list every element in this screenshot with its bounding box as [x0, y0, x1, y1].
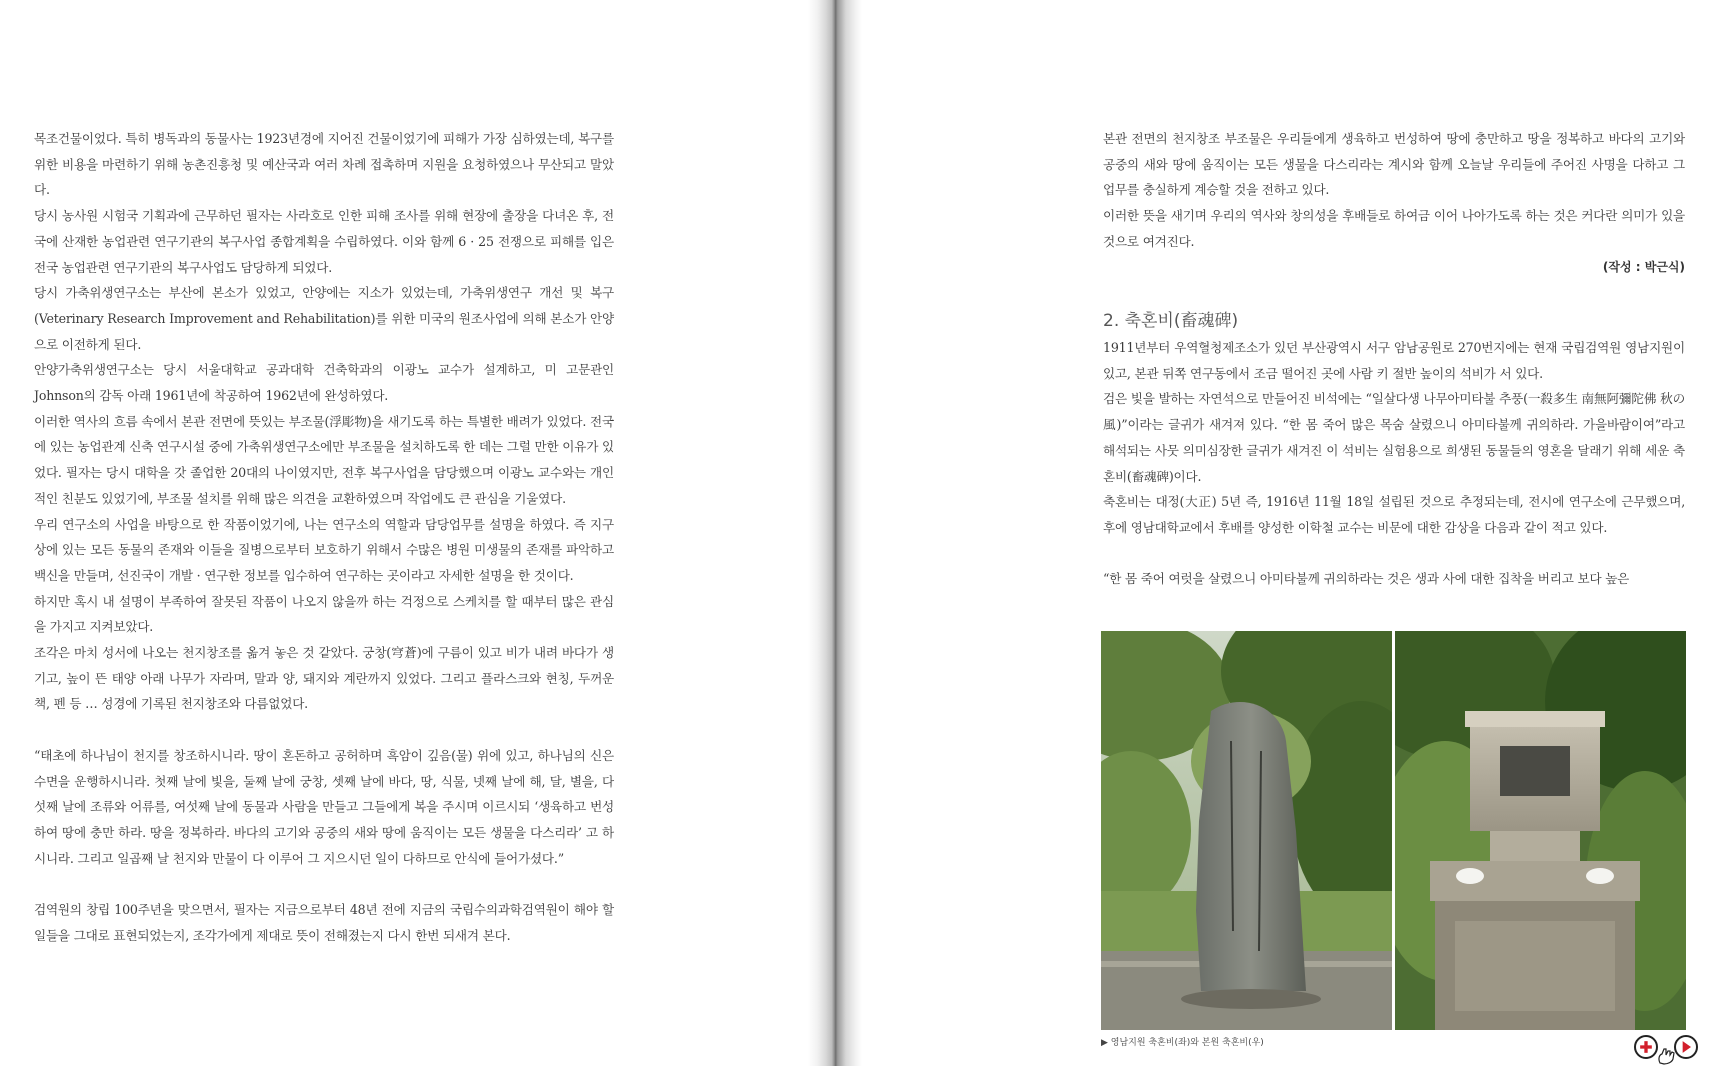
paragraph: 검역원의 창립 100주년을 맞으면서, 필자는 지금으로부터 48년 전에 지금의 국립수의과학검역원이 해야 할 일들을 그대로 표현되었는지, 조각가에게 제대로 뜻이 전해졌는지 다시 한번 되새겨 본다. [34, 902, 614, 943]
paragraph: 검은 빛을 발하는 자연석으로 만들어진 비석에는 “일살다생 나무아미타불 추풍(一殺多生 南無阿彌陀佛 秋の風)”이라는 글귀가 새겨져 있다. “한 몸 죽어 많은 목숨 살렸으니 아미타불께 귀의하라. 가을바람이여”라고 해석되는 사뭇 의미심장한 글귀가 새겨진 이 석비는 실험용으로 희생된 동물들의 영혼을 달래기 위해 세운 축혼비(畜魂碑)이다. [1103, 391, 1685, 484]
blank-line [1103, 541, 1685, 567]
paragraph: 축혼비는 대정(大正) 5년 즉, 1916년 11월 18일 설립된 것으로 추정되는데, 전시에 연구소에 근무했으며, 후에 영남대학교에서 후배를 양성한 이학철 교수는 비문에 대한 감상을 다음과 같이 적고 있다. [1103, 494, 1685, 535]
photo-headquarters-memorial-stone [1395, 631, 1686, 1030]
paragraph: 본관 전면의 천지창조 부조물은 우리들에게 생육하고 번성하여 땅에 충만하고 땅을 정복하고 바다의 고기와 공중의 새와 땅에 움직이는 모든 생물을 다스리라는 계시와 함께 오늘날 우리들에 주어진 사명을 다하고 그 업무를 충실하게 계승할 것을 전하고 있다. [1103, 131, 1685, 198]
viewer-nav-controls [1630, 1033, 1710, 1066]
paragraph: 이러한 뜻을 새기며 우리의 역사와 창의성을 후배들로 하여금 이어 나아가도록 하는 것은 커다란 의미가 있을 것으로 여겨진다. [1103, 208, 1685, 249]
zoom-in-icon [1636, 1037, 1656, 1057]
paragraph: 우리 연구소의 사업을 바탕으로 한 작품이었기에, 나는 연구소의 역할과 담당업무를 설명을 하였다. 즉 지구상에 있는 모든 동물의 존재와 이들을 질병으로부터 보호하기 위해서 수많은 병원 미생물의 존재를 파악하고 백신을 만들며, 선진국이 개발 · 연구한 정보를 입수하여 연구하는 곳이라고 자세한 설명을 한 것이다. [34, 516, 614, 583]
paragraph: 목조건물이었다. 특히 병독과의 동물사는 1923년경에 지어진 건물이었기에 피해가 가장 심하였는데, 복구를 위한 비용을 마련하기 위해 농촌진흥청 및 예산국과 여러 차례 접촉하며 지원을 요청하였으나 무산되고 말았다. [34, 131, 614, 198]
paragraph: 당시 가축위생연구소는 부산에 본소가 있었고, 안양에는 지소가 있었는데, 가축위생연구 개선 및 복구(Veterinary Research Improvement and Rehabilitation)를 위한 미국의 원조사업에 의해 본소가 안양으로 이전하게 된다. [34, 285, 614, 352]
blank-line [34, 871, 614, 897]
next-page-button[interactable] [1674, 1035, 1698, 1059]
paragraph: 조각은 마치 성서에 나오는 천지창조를 옮겨 놓은 것 같았다. 궁창(穹蒼)에 구름이 있고 비가 내려 바다가 생기고, 높이 뜬 태양 아래 나무가 자라며, 말과 양, 돼지와 계란까지 있었다. 그리고 플라스크와 현칭, 두꺼운 책, 펜 등 … 성경에 기록된 천지창조와 다름없었다. [34, 645, 614, 712]
page-gutter [808, 0, 862, 1066]
section-heading: 2. 축혼비(畜魂碑) [1103, 311, 1239, 331]
zoom-in-button[interactable] [1634, 1035, 1658, 1059]
author-credit: (작성 : 박근식) [1602, 260, 1685, 274]
photo-yeongnam-memorial-stone [1101, 631, 1392, 1030]
bible-quote: “태초에 하나님이 천지를 창조하시니라. 땅이 혼돈하고 공허하며 흑암이 깊음(물) 위에 있고, 하나님의 신은 수면을 운행하시니라. 첫째 날에 빛을, 둘째 날에 궁창, 셋째 날에 바다, 땅, 식물, 넷째 날에 해, 달, 별을, 다섯째 날에 조류와 어류를, 여섯째 날에 동물과 사람을 만들고 그들에게 복을 주시며 이르시되 ‘생육하고 번성하여 땅에 충만 하라. 땅을 정복하라. 바다의 고기와 공중의 새와 땅에 움직이는 모든 생물을 다스리라’ 고 하시니라. 그리고 일곱째 날 천지와 만물이 다 이루어 그 지으시던 일이 다하므로 안식에 들어가셨다.” [34, 747, 614, 866]
right-page-body-mid [1103, 335, 1685, 592]
photo-caption: ▶ 영남지원 축혼비(좌)와 본원 축혼비(우) [1101, 1038, 1264, 1048]
left-page-body [34, 126, 614, 948]
quote-start: “한 몸 죽어 여럿을 살렸으니 아미타불께 귀의하라는 것은 생과 사에 대한 집착을 버리고 보다 높은 [1103, 571, 1630, 587]
paragraph: 안양가축위생연구소는 당시 서울대학교 공과대학 건축학과의 이광노 교수가 설계하고, 미 고문관인 Johnson의 감독 아래 1961년에 착공하여 1962년에 완성하였다. [34, 362, 614, 404]
memorial-photos [1101, 631, 1686, 1030]
blank-line [34, 717, 614, 743]
paragraph: 이러한 역사의 흐름 속에서 본관 전면에 뜻있는 부조물(浮彫物)을 새기도록 하는 특별한 배려가 있었다. 전국에 있는 농업관계 신축 연구시설 중에 가축위생연구소에만 부조물을 설치하도록 한 데는 그럴 만한 이유가 있었다. 필자는 당시 대학을 갓 졸업한 20대의 나이였지만, 전후 복구사업을 담당했으며 이광노 교수와는 개인적인 친분도 있었기에, 부조물 설치를 위해 많은 의견을 교환하였으며 작업에도 큰 관심을 기울였다. [34, 413, 614, 506]
right-page-body-top [1103, 126, 1685, 255]
next-page-icon [1676, 1037, 1696, 1057]
paragraph: 하지만 혹시 내 설명이 부족하여 잘못된 작품이 나오지 않을까 하는 걱정으로 스케치를 할 때부터 많은 관심을 가지고 지켜보았다. [34, 593, 614, 635]
paragraph: 1911년부터 우역혈청제조소가 있던 부산광역시 서구 암남공원로 270번지에는 현재 국립검역원 영남지원이 있고, 본관 뒤쪽 연구동에서 조금 떨어진 곳에 사람 키 절반 높이의 석비가 서 있다. [1103, 340, 1685, 381]
paragraph: 당시 농사원 시험국 기획과에 근무하던 필자는 사라호로 인한 피해 조사를 위해 현장에 출장을 다녀온 후, 전국에 산재한 농업관련 연구기관의 복구사업 종합계획을 수립하였다. 이와 함께 6 · 25 전쟁으로 피해를 입은 전국 농업관련 연구기관의 복구사업도 담당하게 되었다. [34, 208, 614, 275]
